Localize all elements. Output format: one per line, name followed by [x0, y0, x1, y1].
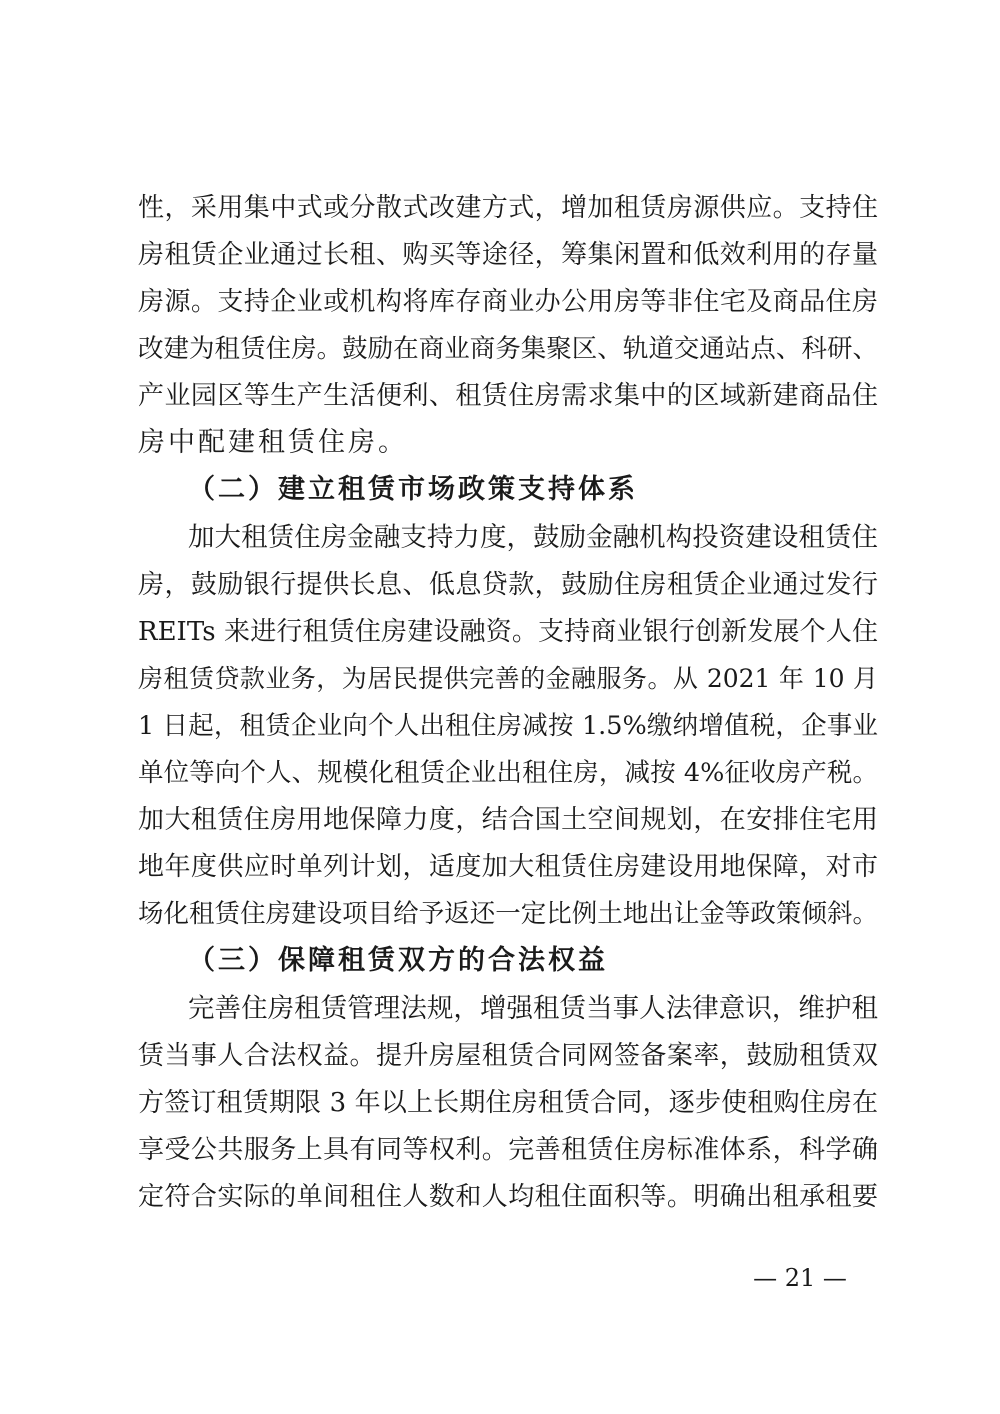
body-text-line: 完善住房租赁管理法规，增强租赁当事人法律意识，维护租 — [188, 993, 878, 1024]
body-text-line: 房，鼓励银行提供长息、低息贷款，鼓励住房租赁企业通过发行 — [138, 570, 878, 600]
body-text-line: 房源。支持企业或机构将库存商业办公用房等非住宅及商品住房 — [138, 287, 878, 317]
body-text-line: 加大租赁住房金融支持力度，鼓励金融机构投资建设租赁住 — [188, 522, 878, 553]
section-heading: （三）保障租赁双方的合法权益 — [188, 945, 608, 976]
body-text-line: 改建为租赁住房。鼓励在商业商务集聚区、轨道交通站点、科研、 — [138, 334, 878, 364]
body-text-line: 产业园区等生产生活便利、租赁住房需求集中的区域新建商品住 — [138, 381, 878, 411]
page-number: — 21 — — [753, 1264, 847, 1292]
section-heading: （二）建立租赁市场政策支持体系 — [188, 474, 638, 505]
body-text-line: 定符合实际的单间租住人数和人均租住面积等。明确出租承租要 — [138, 1182, 878, 1212]
body-text-line: 加大租赁住房用地保障力度，结合国土空间规划，在安排住宅用 — [138, 805, 878, 835]
body-text-line: 方签订租赁期限 3 年以上长期住房租赁合同，逐步使租购住房在 — [138, 1088, 878, 1118]
body-text-line: 房租赁贷款业务，为居民提供完善的金融服务。从 2021 年 10 月 — [138, 664, 878, 693]
body-text-line: 房中配建租赁住房。 — [138, 427, 408, 458]
body-text-line: 赁当事人合法权益。提升房屋租赁合同网签备案率，鼓励租赁双 — [138, 1041, 878, 1071]
body-text-line: 场化租赁住房建设项目给予返还一定比例土地出让金等政策倾斜。 — [138, 899, 878, 929]
body-text-line: 单位等向个人、规模化租赁企业出租住房，减按 4%征收房产税。 — [138, 758, 878, 788]
body-text-line: 地年度供应时单列计划，适度加大租赁住房建设用地保障，对市 — [138, 852, 878, 882]
body-text-line: 性，采用集中式或分散式改建方式，增加租赁房源供应。支持住 — [138, 193, 878, 223]
body-text-line: 房租赁企业通过长租、购买等途径，筹集闲置和低效利用的存量 — [138, 240, 878, 270]
body-text-line: 享受公共服务上具有同等权利。完善租赁住房标准体系，科学确 — [138, 1135, 878, 1165]
body-text-line: REITs 来进行租赁住房建设融资。支持商业银行创新发展个人住 — [138, 617, 878, 647]
body-text-line: 1 日起，租赁企业向个人出租住房减按 1.5%缴纳增值税，企事业 — [138, 711, 878, 741]
